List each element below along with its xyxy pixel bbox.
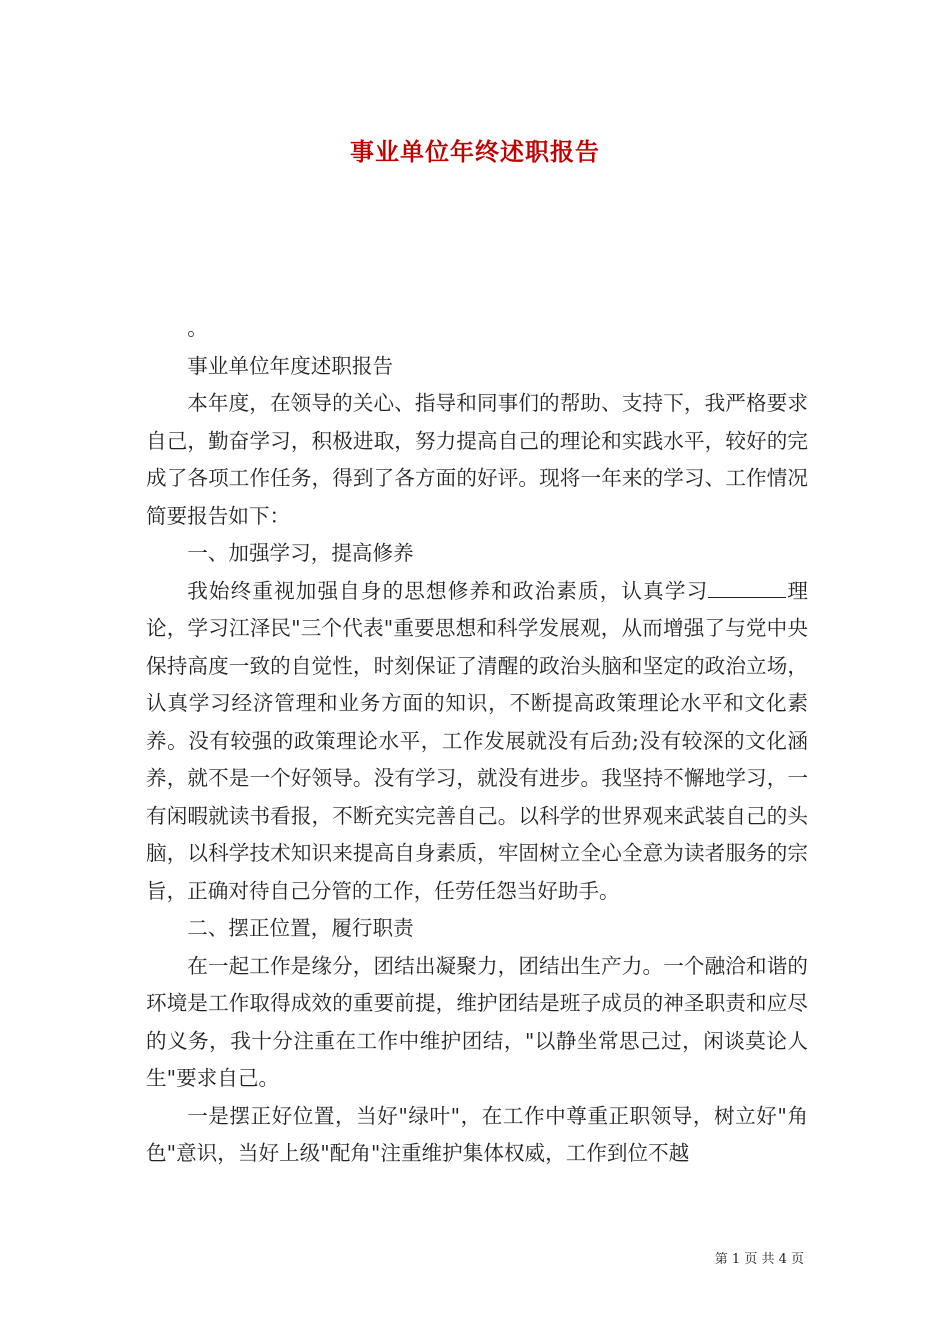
paragraph-study (146, 573, 808, 911)
section-heading-2: 二、摆正位置，履行职责 (187, 916, 414, 940)
paragraph-position: 一是摆正好位置，当好"绿叶"，在工作中尊重正职领导，树立好"角色"意识，当好上级"配角"注重维护集体权威，工作到位不越 (146, 1103, 808, 1165)
paragraph-intro: 本年度，在领导的关心、指导和同事们的帮助、支持下，我严格要求自己，勤奋学习，积极进取，努力提高自己的理论和实践水平，较好的完成了各项工作任务，得到了各方面的好评。现将一年来的学习、工作情况简要报告如下： (146, 391, 808, 528)
paragraph-fragment: 。 (187, 316, 208, 340)
document-body (146, 310, 808, 1173)
blank-underline (708, 577, 786, 598)
page-footer: 第 1 页 共 4 页 (714, 1252, 804, 1267)
study-text-after: 理论，学习江泽民"三个代表"重要思想和科学发展观，从而增强了与党中央保持高度一致的自觉性，时刻保证了清醒的政治头脑和坚定的政治立场，认真学习经济管理和业务方面的知识，不断提高政策理论水平和文化素养。没有较强的政策理论水平，工作发展就没有后劲;没有较深的文化涵养，就不是一个好领导。没有学习，就没有进步。我坚持不懈地学习，一有闲暇就读书看报，不断充实完善自己。以科学的世界观来武装自己的头脑，以科学技术知识来提高自身素质，牢固树立全心全意为读者服务的宗旨，正确对待自己分管的工作，任劳任怨当好助手。 (146, 578, 809, 903)
document-title: 事业单位年终述职报告 (350, 137, 600, 166)
study-text-before: 我始终重视加强自身的思想修养和政治素质，认真学习 (187, 578, 709, 603)
section-heading-1: 一、加强学习，提高修养 (187, 541, 414, 565)
paragraph-heading: 事业单位年度述职报告 (187, 353, 394, 378)
paragraph-unity: 在一起工作是缘分，团结出凝聚力，团结出生产力。一个融洽和谐的环境是工作取得成效的重要前提，维护团结是班子成员的神圣职责和应尽的义务，我十分注重在工作中维护团结，"以静坐常思己过，闲谈莫论人生"要求自己。 (146, 953, 808, 1090)
